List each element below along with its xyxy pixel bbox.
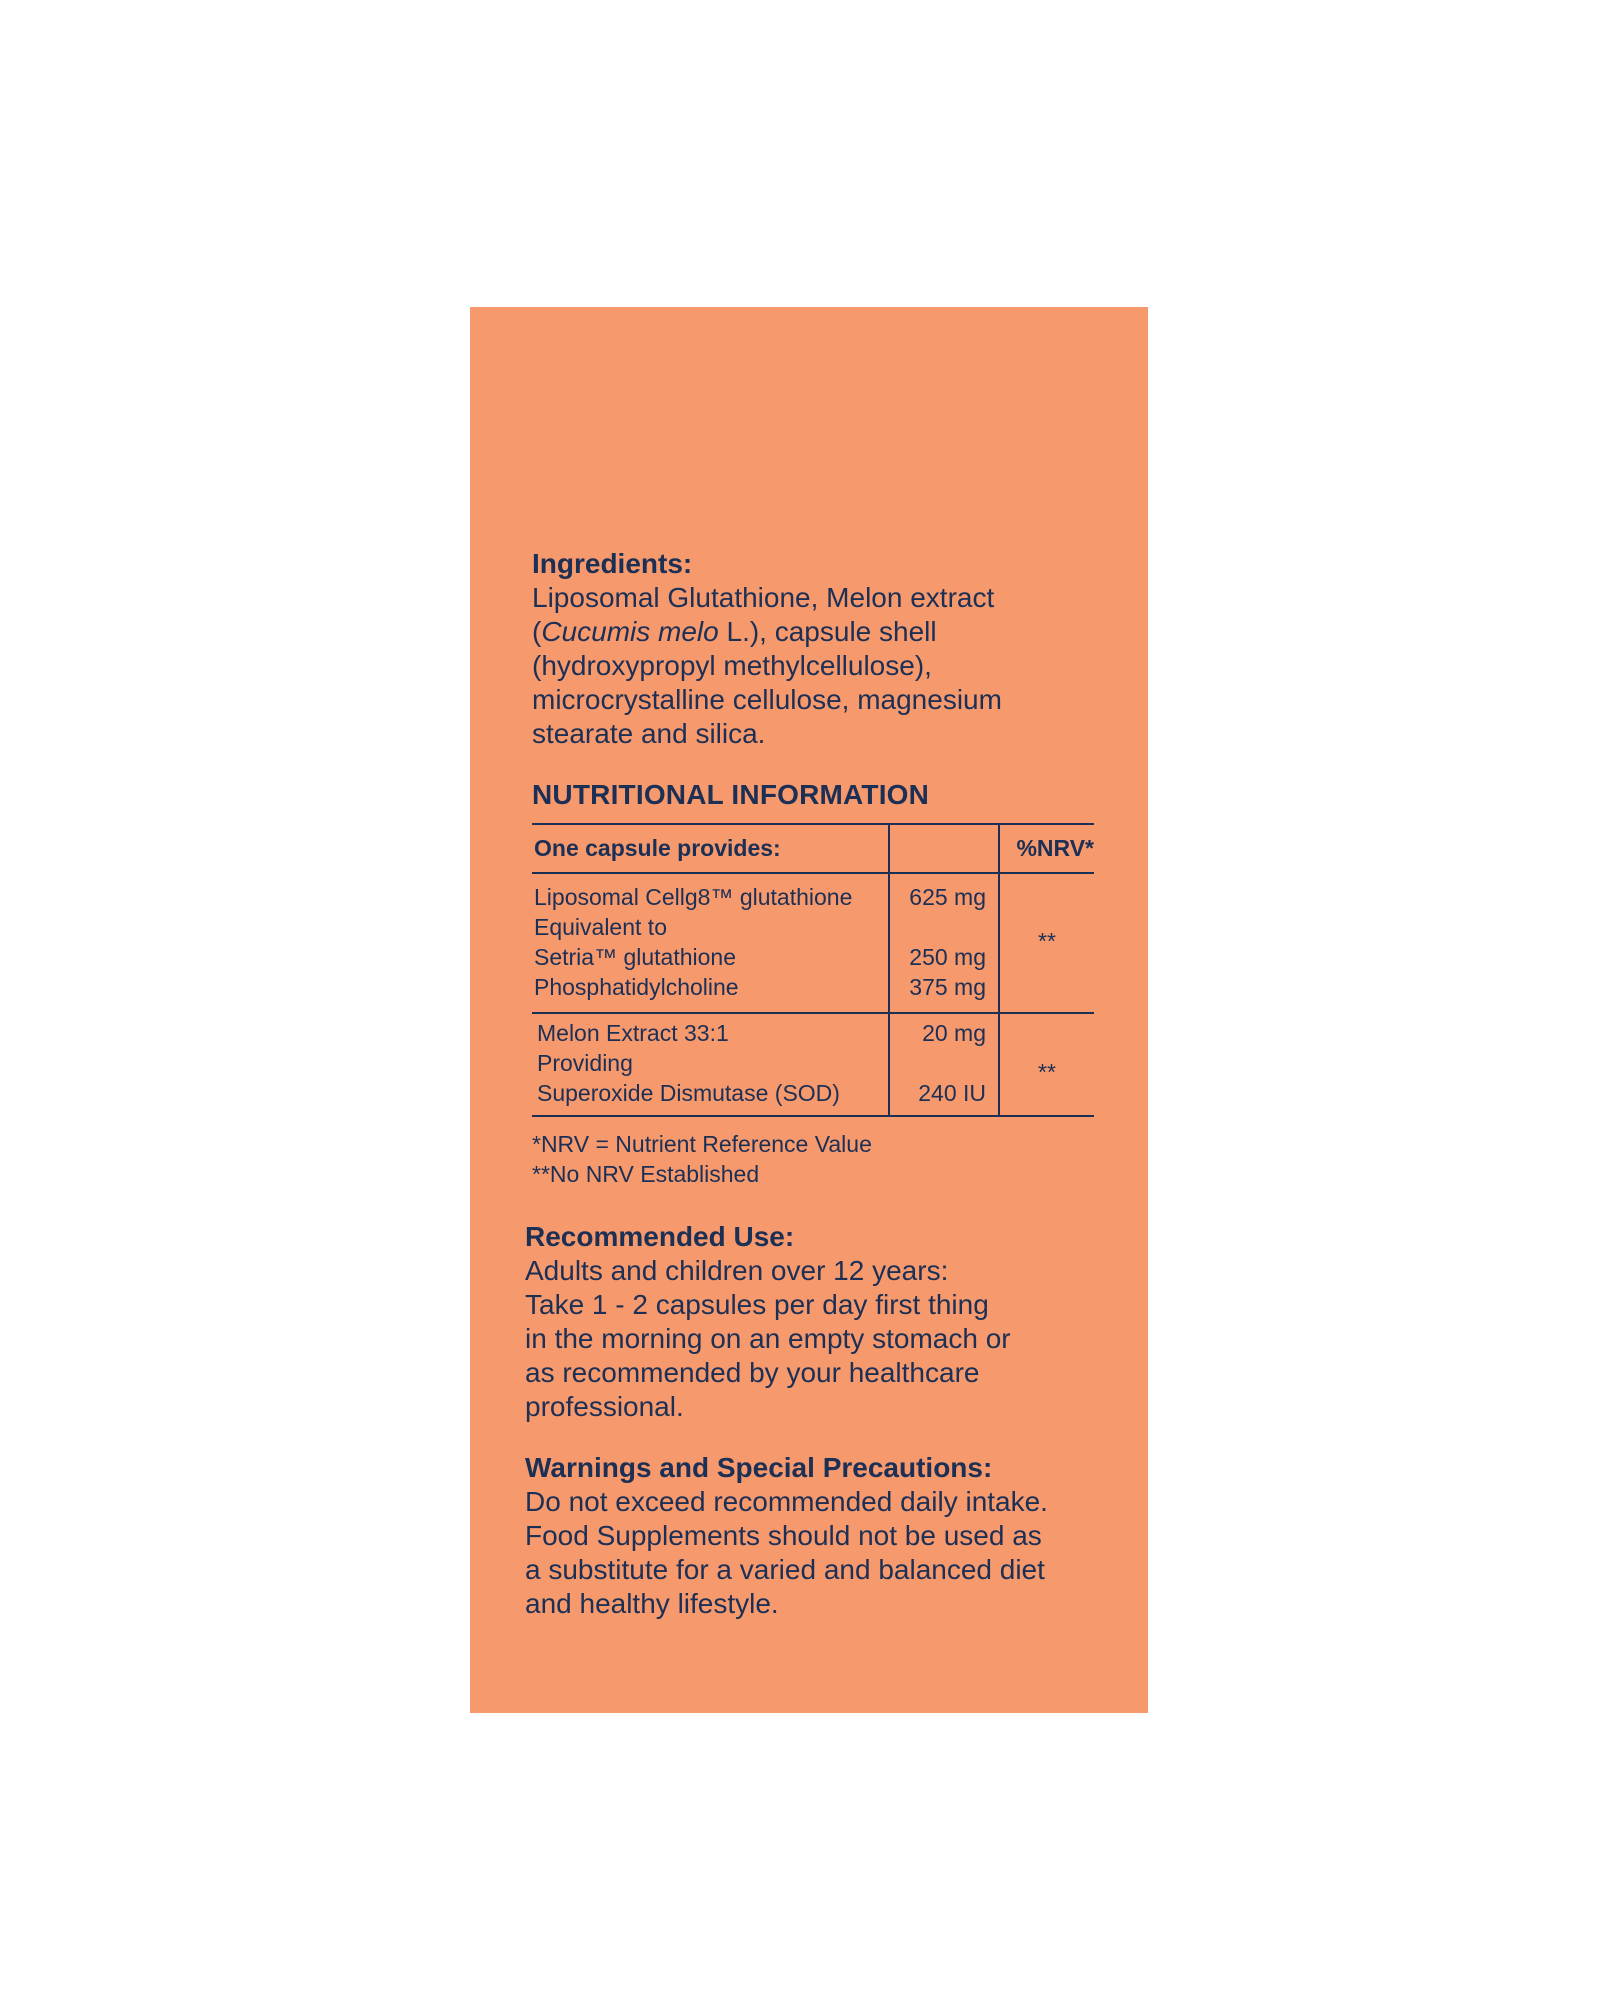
- nutrient-amount: 625 mg: [909, 884, 986, 910]
- warnings-section: [525, 1451, 1125, 1621]
- nutrient-name: Liposomal Cellg8™ glutathione: [534, 884, 853, 910]
- ingredients-line: Liposomal Glutathione, Melon extract: [532, 582, 995, 613]
- recommended-use-line: Adults and children over 12 years:: [525, 1255, 949, 1286]
- warnings-title: Warnings and Special Precautions:: [525, 1452, 993, 1483]
- nutrient-name: Phosphatidylcholine: [534, 974, 739, 1000]
- label-panel: [470, 307, 1148, 1713]
- nutrient-nrv: **: [1038, 928, 1056, 954]
- ingredients-line: stearate and silica.: [532, 718, 766, 749]
- table-divider: [888, 823, 890, 1115]
- warnings-line: Food Supplements should not be used as: [525, 1520, 1042, 1551]
- nutrient-name: Providing: [537, 1050, 633, 1076]
- recommended-use-line: Take 1 - 2 capsules per day first thing: [525, 1289, 989, 1320]
- recommended-use-text: [525, 1254, 1125, 1424]
- recommended-use-line: professional.: [525, 1391, 684, 1422]
- nutrient-amounts: [892, 1018, 986, 1108]
- warnings-line: Do not exceed recommended daily intake.: [525, 1486, 1048, 1517]
- table-rule: [532, 872, 1094, 874]
- nutrient-amount: [892, 912, 986, 942]
- ingredients-line: microcrystalline cellulose, magnesium: [532, 684, 1002, 715]
- nutrition-footnotes: [532, 1129, 872, 1189]
- table-rule: [532, 1115, 1094, 1117]
- footnote: *NRV = Nutrient Reference Value: [532, 1131, 872, 1157]
- recommended-use-line: in the morning on an empty stomach or: [525, 1323, 1011, 1354]
- ingredients-text: [532, 581, 1092, 751]
- nutrient-name: Equivalent to: [534, 914, 667, 940]
- nutrient-amount: 240 IU: [918, 1080, 986, 1106]
- recommended-use-line: as recommended by your healthcare: [525, 1357, 980, 1388]
- recommended-use-section: [525, 1220, 1125, 1424]
- warnings-text: [525, 1485, 1125, 1621]
- ingredients-section: [532, 547, 1092, 751]
- nutrient-amount: [892, 1048, 986, 1078]
- recommended-use-title: Recommended Use:: [525, 1221, 795, 1252]
- table-rule: [532, 1012, 1094, 1014]
- ingredients-line: (hydroxypropyl methylcellulose),: [532, 650, 932, 681]
- latin-name: Cucumis melo: [541, 616, 719, 647]
- ingredients-title: Ingredients:: [532, 548, 693, 579]
- nutrient-amounts: [892, 882, 986, 1002]
- nutrient-amount: 375 mg: [909, 974, 986, 1000]
- nutrient-amount: 20 mg: [922, 1020, 986, 1046]
- nutrient-name: Superoxide Dismutase (SOD): [537, 1080, 840, 1106]
- nutrient-names: [534, 882, 852, 1002]
- header-provides: One capsule provides:: [534, 835, 781, 861]
- warnings-line: and healthy lifestyle.: [525, 1588, 779, 1619]
- table-rule: [532, 823, 1094, 825]
- nutrient-name: Setria™ glutathione: [534, 944, 737, 970]
- nutrient-names: [537, 1018, 840, 1108]
- warnings-line: a substitute for a varied and balanced diet: [525, 1554, 1045, 1585]
- ingredients-line: (Cucumis melo L.), capsule shell: [532, 616, 937, 647]
- nutrient-amount: 250 mg: [909, 944, 986, 970]
- header-nrv: %NRV*: [1016, 835, 1094, 861]
- nutrition-title: NUTRITIONAL INFORMATION: [532, 779, 930, 810]
- footnote: **No NRV Established: [532, 1161, 760, 1187]
- nutrient-nrv: **: [1038, 1059, 1056, 1085]
- nutrient-name: Melon Extract 33:1: [537, 1020, 729, 1046]
